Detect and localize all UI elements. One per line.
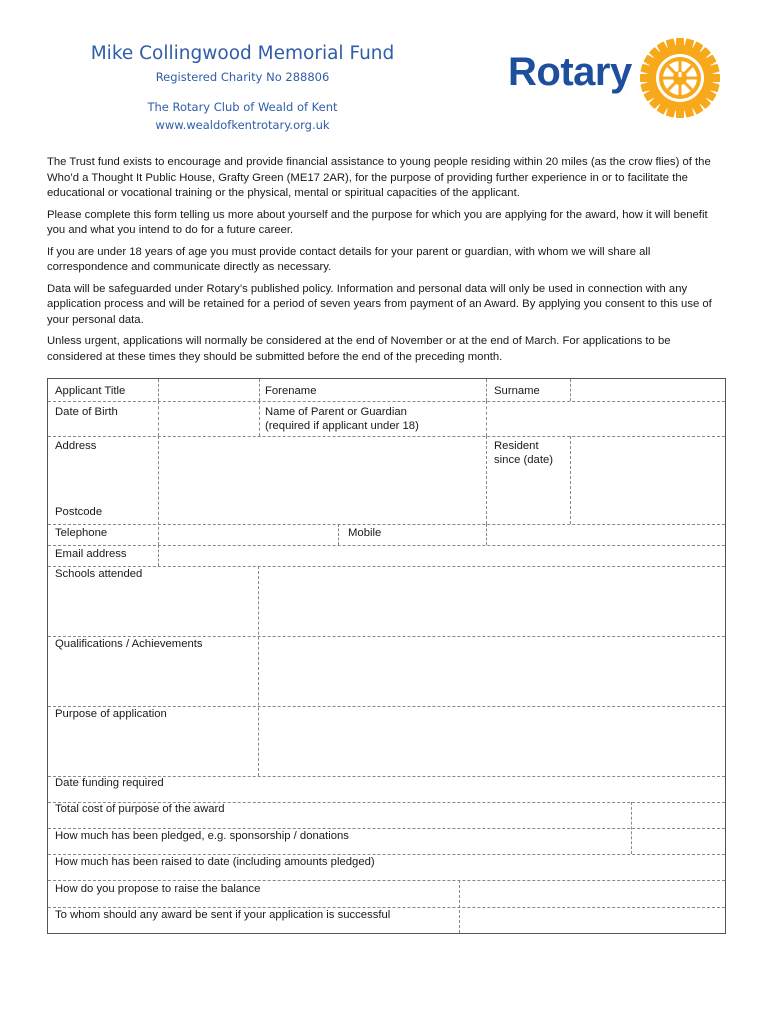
parent-guardian-label: Name of Parent or Guardian bbox=[265, 406, 407, 418]
total-cost-field[interactable] bbox=[632, 803, 724, 828]
applicant-title-label: Applicant Title bbox=[55, 385, 126, 397]
resident-since-field[interactable] bbox=[571, 437, 724, 524]
email-field[interactable] bbox=[159, 546, 724, 566]
intro-paragraph: If you are under 18 years of age you must provide contact details for your parent or guardian, with whom we will share all correspondence and communicate directly as necessary. bbox=[47, 245, 651, 273]
total-cost-label: Total cost of purpose of the award bbox=[55, 803, 225, 815]
resident-since-label-2: since (date) bbox=[494, 454, 554, 466]
club-name: The Rotary Club of Weald of Kent bbox=[147, 100, 338, 114]
intro-text bbox=[47, 155, 727, 371]
forename-label: Forename bbox=[265, 385, 317, 397]
charity-number: Registered Charity No 288806 bbox=[155, 70, 330, 84]
purpose-label: Purpose of application bbox=[55, 708, 167, 720]
address-field[interactable] bbox=[159, 437, 485, 524]
balance-label: How do you propose to raise the balance bbox=[55, 883, 261, 895]
date-funding-label: Date funding required bbox=[55, 777, 164, 789]
telephone-field[interactable] bbox=[159, 525, 337, 545]
surname-label: Surname bbox=[494, 385, 540, 397]
club-website[interactable]: www.wealdofkentrotary.org.uk bbox=[155, 118, 330, 132]
recipient-field[interactable] bbox=[460, 908, 724, 933]
qualifications-field[interactable] bbox=[259, 637, 724, 706]
qualifications-label: Qualifications / Achievements bbox=[55, 638, 203, 650]
surname-field[interactable] bbox=[571, 379, 724, 401]
balance-field[interactable] bbox=[460, 881, 724, 907]
intro-paragraph: Unless urgent, applications will normally be considered at the end of November or at the end of March. For applications to be considered at these times they should be submitted before the end of the preceding month. bbox=[47, 335, 671, 363]
rotary-wheel-icon bbox=[640, 38, 720, 118]
postcode-label: Postcode bbox=[55, 506, 103, 518]
parent-guardian-note: (required if applicant under 18) bbox=[265, 420, 419, 432]
dob-label: Date of Birth bbox=[55, 406, 118, 418]
pledged-field[interactable] bbox=[632, 829, 724, 854]
schools-label: Schools attended bbox=[55, 568, 143, 580]
schools-field[interactable] bbox=[259, 567, 724, 636]
applicant-title-field[interactable] bbox=[159, 379, 258, 401]
intro-paragraph: The Trust fund exists to encourage and provide financial assistance to young people residing within 20 miles (as the crow flies) of the Who’d a Thought It Public House, Grafty Green (ME17 2AR), for the purpose of providing further experience in or to facilitate the educational or vocational training or the physical, mental or spiritual capacities of the applicant. bbox=[47, 156, 711, 199]
recipient-label: To whom should any award be sent if your application is successful bbox=[55, 909, 391, 921]
pledged-label: How much has been pledged, e.g. sponsorship / donations bbox=[55, 830, 349, 842]
telephone-label: Telephone bbox=[55, 527, 108, 539]
rotary-logo-text: Rotary bbox=[508, 50, 632, 94]
fund-title: Mike Collingwood Memorial Fund bbox=[90, 43, 395, 64]
mobile-label: Mobile bbox=[348, 527, 382, 539]
purpose-field[interactable] bbox=[259, 707, 724, 776]
intro-paragraph: Please complete this form telling us more about yourself and the purpose for which you are applying for the award, how it will benefit you and what you intend to do for a future career. bbox=[47, 208, 708, 236]
resident-since-label: Resident bbox=[494, 440, 539, 452]
address-label: Address bbox=[55, 440, 97, 452]
intro-paragraph: Data will be safeguarded under Rotary’s published policy. Information and personal data will only be used in connection with any application process and will be retained for a period of seven years from payment of an Award. By applying you consent to this use of your personal data. bbox=[47, 282, 712, 326]
parent-guardian-field[interactable] bbox=[487, 402, 724, 436]
dob-field[interactable] bbox=[159, 402, 258, 436]
application-form bbox=[47, 378, 726, 934]
header bbox=[0, 0, 770, 150]
mobile-field[interactable] bbox=[487, 525, 724, 545]
raised-label: How much has been raised to date (including amounts pledged) bbox=[55, 856, 375, 868]
email-label: Email address bbox=[55, 548, 127, 560]
